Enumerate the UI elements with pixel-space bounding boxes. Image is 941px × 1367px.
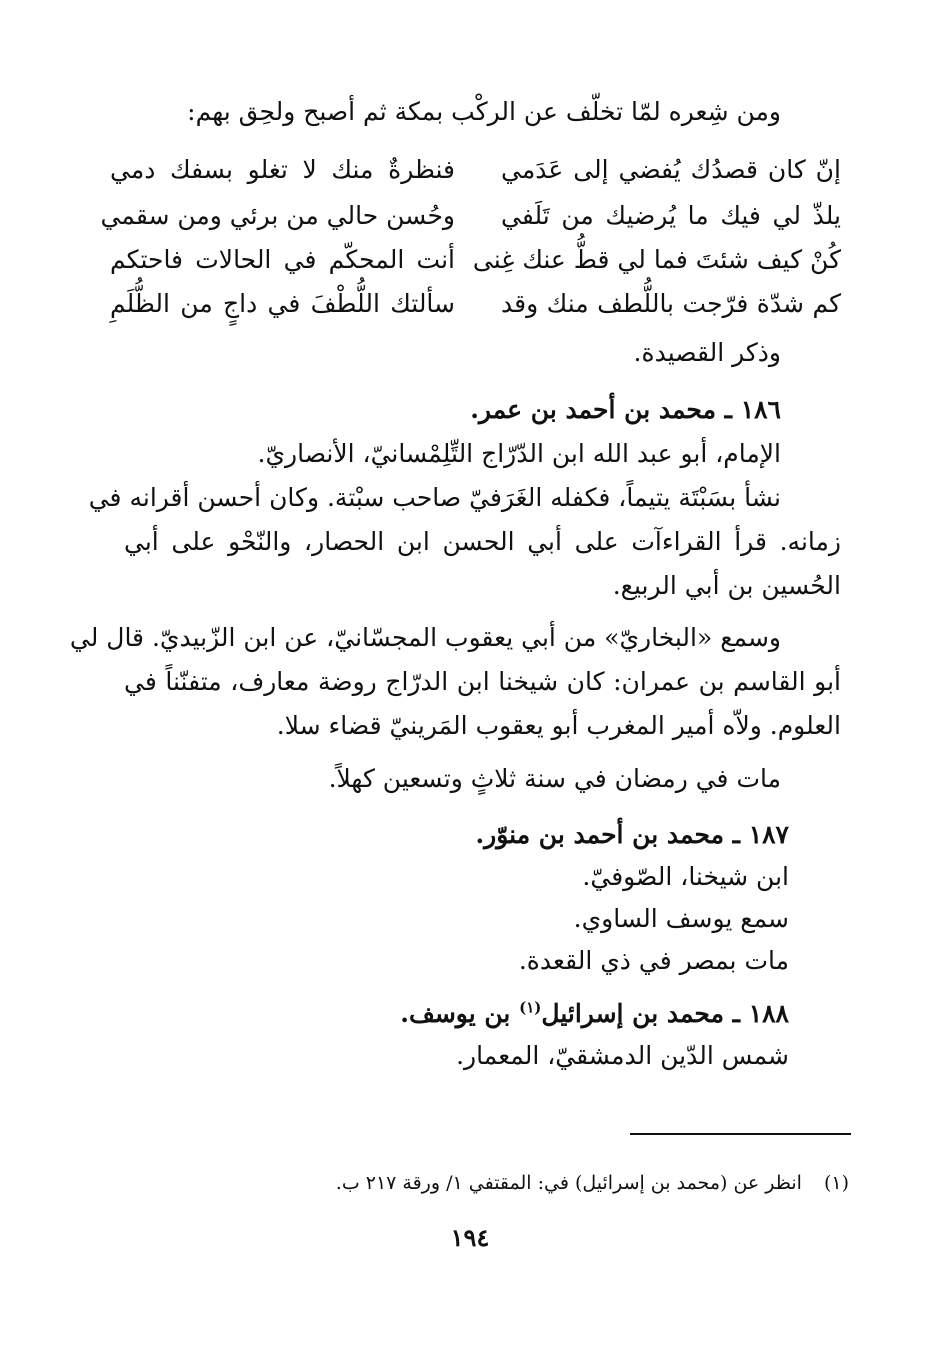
footnote-text: انظر عن (محمد بن إسرائيل) في: المقتفي ١/ ورقة ٢١٧ ب. bbox=[335, 1172, 802, 1194]
entry-186-death: مات في رمضان في سنة ثلاثٍ وتسعين كهلاً. bbox=[328, 764, 781, 793]
verse-4-second-hemistich: سألتك اللُّطْفَ في داجٍ من الظُّلَمِ bbox=[110, 289, 455, 318]
entry-186-heading: ١٨٦ ـ محمد بن أحمد بن عمر. bbox=[470, 395, 781, 424]
entry-186-para1-line1: نشأ بسَبْتَة يتيماً، فكفله الغَرَفيّ صاحب سبْتة. وكان أحسن أقرانه في bbox=[88, 483, 781, 512]
entry-188-heading bbox=[400, 994, 789, 1034]
verse-3-second-hemistich: أنت المحكّم في الحالات فاحتكم bbox=[110, 245, 455, 274]
entry-188-line1: شمس الدّين الدمشقيّ، المعمار. bbox=[456, 1041, 789, 1070]
verse-1-first-hemistich: إنّ كان قصدُك يُفضي إلى عَدَمي bbox=[501, 155, 841, 184]
entry-187-line1: ابن شيخنا، الصّوفيّ. bbox=[582, 862, 789, 891]
entry-186-para1-line2: زمانه. قرأ القراءآت على أبي الحسن ابن الحصار، والنّحْو على أبي bbox=[124, 527, 841, 556]
page-number: ١٩٤ bbox=[450, 1223, 490, 1252]
entry-188-heading-name: ١٨٨ ـ محمد بن إسرائيل bbox=[541, 999, 789, 1028]
entry-187-heading: ١٨٧ ـ محمد بن أحمد بن منوّر. bbox=[475, 820, 789, 849]
entry-186-para1-line3: الحُسين بن أبي الربيع. bbox=[612, 571, 841, 600]
verse-3-first-hemistich: كُنْ كيف شئتَ فما لي قطُّ عنك غِنى bbox=[472, 245, 841, 274]
entry-186-para2-line3: العلوم. ولاّه أمير المغرب أبو يعقوب المَرينيّ قضاء سلا. bbox=[276, 711, 841, 740]
entry-186-para2-line2: أبو القاسم بن عمران: كان شيخنا ابن الدرّاج روضة معارف، متفنّناً في bbox=[124, 667, 841, 696]
entry-188-heading-rest: بن يوسف. bbox=[400, 999, 511, 1028]
entry-186-para2-line1: وسمع «البخاريّ» من أبي يعقوب المجسّانيّ، عن ابن الزّبيديّ. قال لي bbox=[69, 623, 781, 652]
verse-2-second-hemistich: وحُسن حالي من برئي ومن سقمي bbox=[100, 201, 455, 230]
entry-186-nisba: الإمام، أبو عبد الله ابن الدّرّاج التِّلِمْسانيّ، الأنصاريّ. bbox=[257, 439, 781, 468]
footnote bbox=[336, 1168, 849, 1198]
verse-1-second-hemistich: فنظرةٌ منك لا تغلو بسفك دمي bbox=[110, 155, 455, 184]
entry-187-line2: سمع يوسف الساوي. bbox=[573, 904, 789, 933]
footnote-separator bbox=[630, 1133, 851, 1135]
footnote-number: (١) bbox=[823, 1172, 849, 1194]
poem-closing: وذكر القصيدة. bbox=[633, 338, 781, 367]
verse-2-first-hemistich: يلذّ لي فيك ما يُرضيك من تَلَفي bbox=[501, 201, 841, 230]
verse-4-first-hemistich: كم شدّة فرّجت باللُّطف منك وقد bbox=[501, 289, 841, 318]
footnote-reference: (١) bbox=[519, 998, 542, 1017]
poem-intro: ومن شِعره لمّا تخلّف عن الركْب بمكة ثم أصبح ولحِق بهم: bbox=[187, 97, 781, 126]
entry-187-line3: مات بمصر في ذي القعدة. bbox=[518, 946, 789, 975]
